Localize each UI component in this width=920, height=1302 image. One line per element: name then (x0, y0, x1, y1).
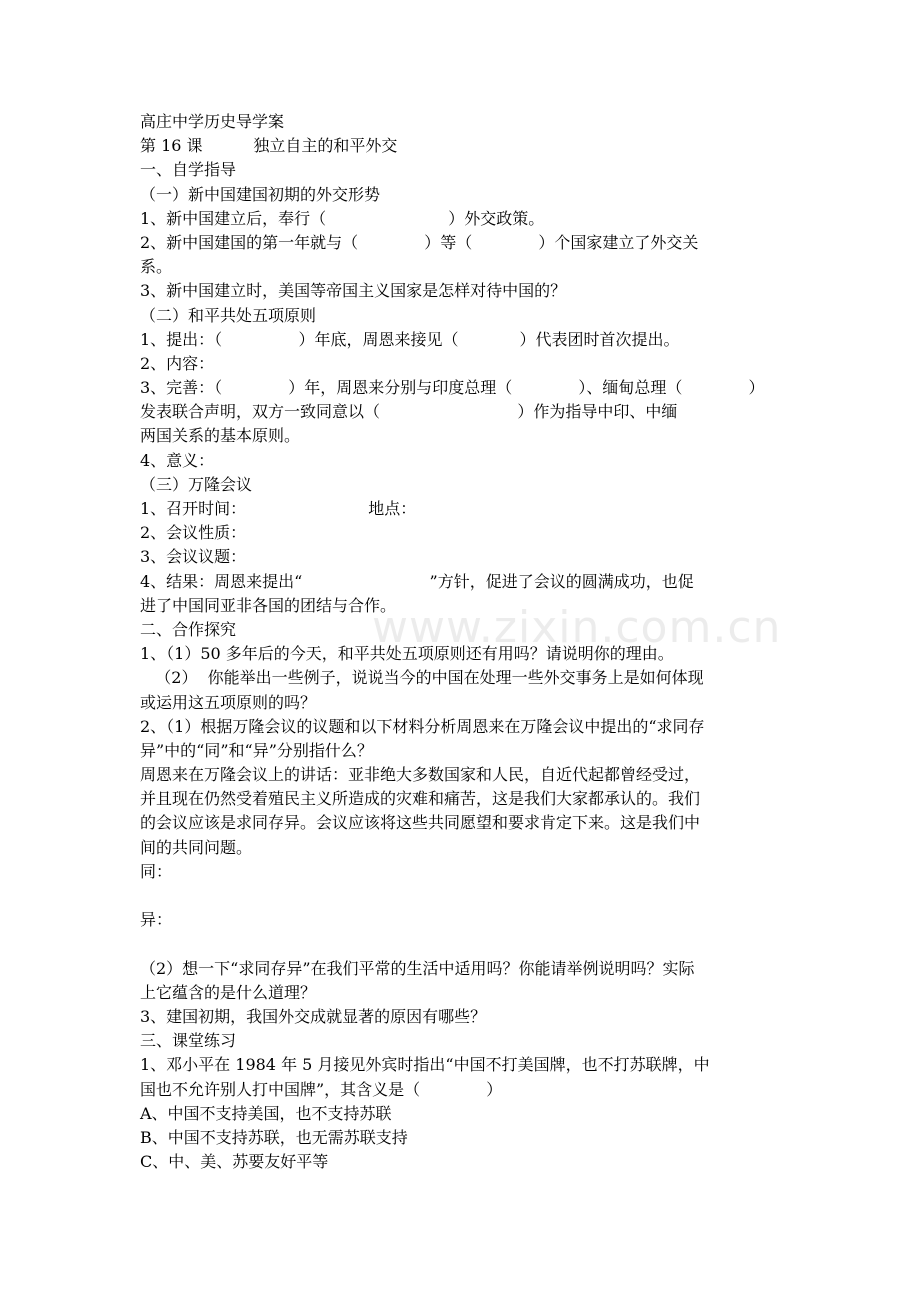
inquiry-2-2: （2）想一下“求同存异”在我们平常的生活中适用吗？你能请举例说明吗？实际 (140, 958, 695, 978)
lesson-title: 第 16 课 独立自主的和平外交 (140, 136, 398, 156)
question-3-4: 4、结果：周恩来提出“ ”方针，促进了会议的圆满成功，也促 (140, 571, 694, 591)
answer-label-tong: 同： (140, 861, 173, 881)
question-3-2: 2、会议性质： (140, 523, 247, 543)
inquiry-3: 3、建国初期，我国外交成就显著的原因有哪些？ (140, 1006, 487, 1026)
question-2-2: 2、内容： (140, 353, 215, 373)
question-2-3-cont: 发表联合声明，双方一致同意以（ ）作为指导中印、中缅 (140, 402, 678, 422)
inquiry-1-1: 1、（1）50 多年后的今天，和平共处五项原则还有用吗？请说明你的理由。 (140, 644, 674, 664)
inquiry-2-2-cont: 上它蕴含的是什么道理？ (140, 982, 317, 1002)
question-3-4-cont: 进了中国同亚非各国的团结与合作。 (140, 595, 397, 615)
question-1-2-cont: 系。 (140, 257, 173, 277)
question-2-3: 3、完善：（ ）年，周恩来分别与印度总理（ ）、缅甸总理（ ） (140, 378, 765, 398)
question-1-1: 1、新中国建立后，奉行（ ）外交政策。 (140, 208, 545, 228)
document-page (140, 110, 840, 1174)
material-line-4: 间的共同问题。 (140, 837, 253, 857)
answer-label-yi: 异： (140, 910, 173, 930)
subsection-heading-3: （三）万隆会议 (140, 474, 253, 494)
question-2-4: 4、意义： (140, 450, 215, 470)
practice-1-cont: 国也不允许别人打中国牌”，其含义是（ ） (140, 1079, 503, 1099)
inquiry-2-1: 2、（1）根据万隆会议的议题和以下材料分析周恩来在万隆会议中提出的“求同存 (140, 716, 705, 736)
school-title: 高庄中学历史导学案 (140, 112, 285, 131)
answer-space (140, 932, 840, 956)
option-c: C、中、美、苏要友好平等 (140, 1152, 329, 1172)
inquiry-2-1-cont: 异”中的“同”和“异”分别指什么？ (140, 740, 373, 760)
question-1-3: 3、新中国建立时，美国等帝国主义国家是怎样对待中国的？ (140, 281, 567, 301)
watermark: www.zixin.com.cn (372, 602, 782, 653)
question-2-1: 1、提出：（ ）年底，周恩来接见（ ）代表团时首次提出。 (140, 329, 680, 349)
inquiry-1-2: （2） 你能举出一些例子，说说当今的中国在处理一些外交事务上是如何体现 (140, 668, 704, 688)
question-2-3-cont2: 两国关系的基本原则。 (140, 426, 301, 446)
section-heading-1: 一、自学指导 (140, 160, 237, 180)
question-3-1: 1、召开时间： 地点： (140, 499, 417, 518)
option-a: A、中国不支持美国，也不支持苏联 (140, 1103, 392, 1123)
question-1-2: 2、新中国建国的第一年就与（ ）等（ ）个国家建立了外交关 (140, 232, 699, 252)
section-heading-3: 三、课堂练习 (140, 1031, 237, 1051)
subsection-heading-2: （二）和平共处五项原则 (140, 305, 317, 325)
material-line-1: 周恩来在万隆会议上的讲话：亚非绝大多数国家和人民，自近代起都曾经受过， (140, 765, 701, 785)
section-heading-2: 二、合作探究 (140, 619, 237, 639)
subsection-heading-1: （一）新中国建国初期的外交形势 (140, 184, 381, 204)
inquiry-1-2-cont: 或运用这五项原则的吗？ (140, 692, 317, 712)
question-3-3: 3、会议议题： (140, 547, 247, 567)
option-b: B、中国不支持苏联，也无需苏联支持 (140, 1127, 408, 1147)
practice-1: 1、邓小平在 1984 年 5 月接见外宾时指出“中国不打美国牌，也不打苏联牌，中 (140, 1055, 710, 1075)
material-line-2: 并且现在仍然受着殖民主义所造成的灾难和痛苦，这是我们大家都承认的。我们 (140, 789, 701, 809)
material-line-3: 的会议应该是求同存异。会议应该将这些共同愿望和要求肯定下来。这是我们中 (140, 813, 701, 833)
answer-space (140, 884, 840, 908)
